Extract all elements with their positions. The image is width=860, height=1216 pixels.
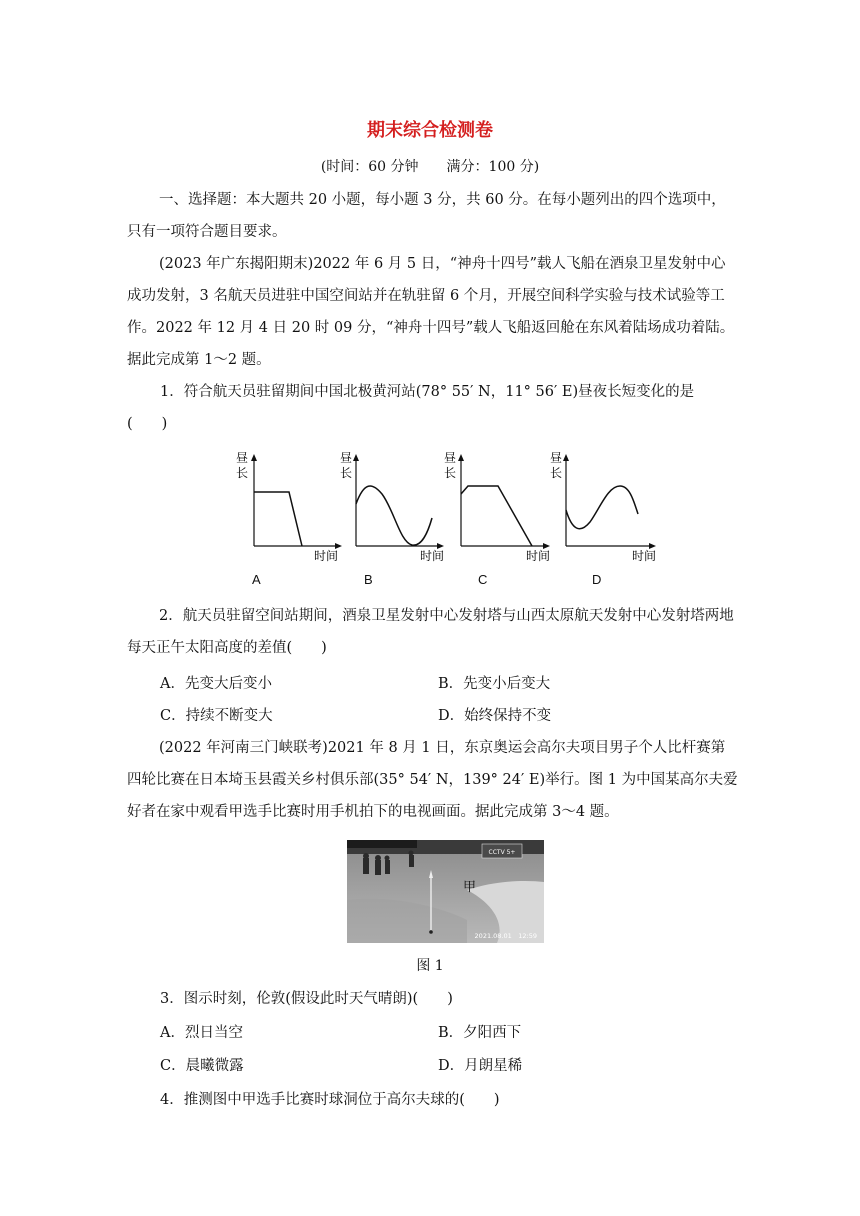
graph-d: [546, 452, 658, 564]
question-1: 1．符合航天员驻留期间中国北极黄河站(78° 55′ N，11° 56′ E)昼夜长短变化的是: [160, 384, 695, 400]
graph-label-b: B: [364, 572, 373, 587]
figure-1-tv-photo: [347, 840, 544, 943]
svg-text:时间: 时间: [526, 549, 551, 563]
q3-option-b: B．夕阳西下: [438, 1025, 522, 1041]
player-marker: 甲: [463, 880, 477, 895]
question-2: 2．航天员驻留空间站期间，酒泉卫星发射中心发射塔与山西太原航天发射中心发射塔两地每天正午太阳高度的差值( ): [127, 608, 734, 656]
q2-option-c: C．持续不断变大: [160, 708, 273, 724]
svg-text:长: 长: [550, 466, 563, 480]
q2-option-a: A．先变大后变小: [160, 676, 272, 692]
graph-a: [234, 452, 344, 564]
svg-text:昼: 昼: [444, 452, 457, 465]
q3-option-c: C．晨曦微露: [160, 1058, 244, 1074]
tv-timestamp: 2021.08.01 12:59: [474, 932, 537, 940]
page-title: 期末综合检测卷: [367, 120, 493, 141]
question-4: 4．推测图中甲选手比赛时球洞位于高尔夫球的( ): [160, 1092, 500, 1108]
exam-info: (时间：60 分钟 满分：100 分): [320, 159, 540, 175]
svg-text:昼: 昼: [550, 452, 563, 465]
graph-b: [334, 452, 444, 564]
graph-xlabel: 时间: [314, 549, 339, 563]
q2-option-b: B．先变小后变大: [438, 676, 551, 692]
question-1-blank: ( ): [127, 416, 168, 432]
svg-text:长: 长: [340, 466, 353, 480]
q2-option-d: D．始终保持不变: [438, 708, 552, 724]
svg-text:时间: 时间: [420, 549, 444, 563]
q3-option-d: D．月朗星稀: [438, 1058, 523, 1074]
passage-2: (2022 年河南三门峡联考)2021 年 8 月 1 日，东京奥运会高尔夫项目男子个人比杆赛第四轮比赛在日本埼玉县霞关乡村俱乐部(35° 54′ N，139° 24′ E)举行。图 1 为中国某高尔夫爱好者在家中观看甲选手比赛时用手机拍下的电视画面。据此完成第 3～4 题。: [127, 740, 738, 820]
svg-text:长: 长: [444, 466, 457, 480]
section-instructions: 一、选择题：本大题共 20 小题，每小题 3 分，共 60 分。在每小题列出的四个选项中，只有一项符合题目要求。: [127, 192, 726, 240]
svg-text:昼: 昼: [340, 452, 353, 465]
graph-ylabel: 长: [236, 466, 249, 480]
graph-label-d: D: [592, 572, 602, 587]
figure-1-caption: 图 1: [416, 958, 444, 974]
svg-text:时间: 时间: [632, 549, 657, 563]
q3-option-a: A．烈日当空: [160, 1025, 243, 1041]
graph-c: [440, 452, 552, 564]
question-3: 3．图示时刻，伦敦(假设此时天气晴朗)( ): [160, 991, 453, 1007]
tv-channel-logo: CCTV 5+: [488, 849, 516, 856]
graph-label-a: A: [252, 572, 261, 587]
graph-ylabel: 昼: [236, 452, 249, 465]
passage-1: (2023 年广东揭阳期末)2022 年 6 月 5 日，“神舟十四号”载人飞船在酒泉卫星发射中心成功发射，3 名航天员进驻中国空间站并在轨驻留 6 个月，开展空间科学实验与技术试验等工作。2022 年 12 月 4 日 20 时 09 分，“神舟十四号”载人飞船返回舱在东风着陆场成功着陆。据此完成第 1～2 题。: [127, 256, 735, 368]
graph-label-c: C: [478, 572, 488, 587]
